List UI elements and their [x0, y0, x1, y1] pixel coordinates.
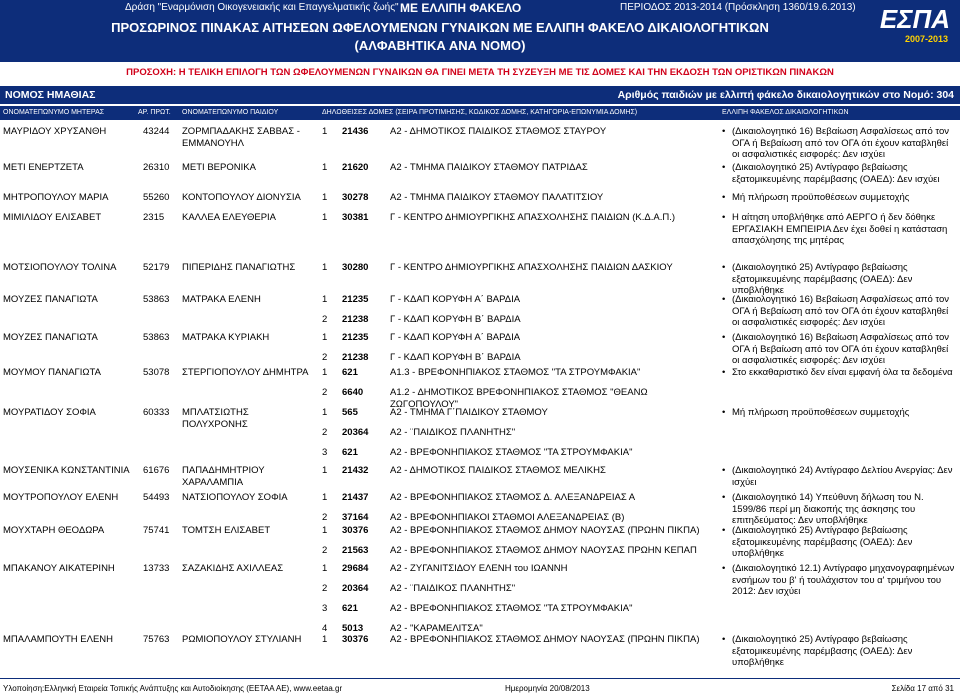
child-name: ΝΑΤΣΙΟΠΟΥΛΟΥ ΣΟΦΙΑ [182, 492, 288, 503]
table-header [0, 106, 960, 120]
structure-code: 621 [342, 367, 358, 378]
bullet-icon: • [722, 262, 726, 273]
child-name: ΣΤΕΡΓΙΟΠΟΥΛΟΥ ΔΗΜΗΤΡΑ [182, 367, 309, 378]
structure-code: 29684 [342, 563, 369, 574]
bullet-icon: • [722, 192, 726, 203]
col-structures: ΔΗΛΩΘΕΙΣΕΣ ΔΟΜΕΣ (ΣΕΙΡΑ ΠΡΟΤΙΜΗΣΗΣ, ΚΩΔΙΚΟΣ ΔΟΜΗΣ, ΚΑΤΗΓΟΡΙΑ-ΕΠΩΝΥΜΙΑ ΔΟΜΗΣ) [322, 109, 638, 116]
col-mother: ΟΝΟΜΑΤΕΠΩΝΥΜΟ ΜΗΤΕΡΑΣ [3, 109, 105, 116]
missing-documents-text: (Δικαιολογητικό 24) Αντίγραφο Δελτίου Ανεργίας: Δεν ισχύει [732, 465, 953, 488]
structure-name: Α2 - ΒΡΕΦΟΝΗΠΙΑΚΟΣ ΣΤΑΘΜΟΣ "ΤΑ ΣΤΡΟΥΜΦΑΚΙΑ" [390, 603, 633, 614]
preference-order: 1 [322, 465, 328, 476]
category-label: ΜΕ ΕΛΛΙΠΗ ΦΑΚΕΛΟ [400, 1, 522, 15]
footer-implementer: Υλοποίηση:Ελληνική Εταιρεία Τοπικής Ανάπτυξης και Αυτοδιοίκησης (ΕΕΤΑΑ ΑΕ), www.eetaa.gr [3, 684, 343, 693]
structure-name: Α2 - ¨ΠΑΙΔΙΚΟΣ ΠΛΑΝΗΤΗΣ" [390, 583, 516, 594]
espa-logo-years: 2007-2013 [904, 34, 948, 44]
missing-documents-text: Η αίτηση υποβλήθηκε από ΑΕΡΓΟ ή δεν δόθηκε ΕΡΓΑΣΙΑΚΗ ΕΜΠΕΙΡΙΑ Δεν έχει δοθεί η κατάσταση απασχόλησης της μητέρας [732, 212, 948, 246]
protocol-number: 43244 [143, 126, 170, 137]
col-protocol: ΑΡ. ΠΡΩΤ. [138, 109, 171, 116]
bullet-icon: • [722, 525, 726, 536]
bullet-icon: • [722, 492, 726, 503]
bullet-icon: • [722, 465, 726, 476]
preference-order: 2 [322, 545, 328, 556]
prefecture-bar [0, 86, 960, 104]
mother-name: ΜΟΥΖΕΣ ΠΑΝΑΓΙΩΤΑ [3, 332, 98, 343]
child-name: ΜΑΤΡΑΚΑ ΚΥΡΙΑΚΗ [182, 332, 270, 343]
structure-name: Α1.3 - ΒΡΕΦΟΝΗΠΙΑΚΟΣ ΣΤΑΘΜΟΣ "ΤΑ ΣΤΡΟΥΜΦΑΚΙΑ" [390, 367, 641, 378]
child-name: ΚΟΝΤΟΠΟΥΛΟΥ ΔΙΟΝΥΣΙΑ [182, 192, 301, 203]
structure-code: 21436 [342, 126, 369, 137]
structure-name: Α2 - ΒΡΕΦΟΝΗΠΙΑΚΟΣ ΣΤΑΘΜΟΣ ΔΗΜΟΥ ΝΑΟΥΣΑΣ (ΠΡΩΗΝ ΠΙΚΠΑ) [390, 634, 700, 645]
bullet-icon: • [722, 212, 726, 223]
preference-order: 3 [322, 447, 328, 458]
bullet-icon: • [722, 332, 726, 343]
missing-documents-text: (Δικαιολογητικό 14) Υπεύθυνη δήλωση του Ν. 1599/86 περί μη διακοπής της άσκησης του επιτηδεύματος: Δεν υποβλήθηκε [732, 492, 924, 526]
missing-documents-text: (Δικαιολογητικό 12.1) Αντίγραφο μηχανογραφημένων ενσήμων του β' ή τουλάχιστον του α' τριμήνου του 2012: Δεν ισχύει [732, 563, 955, 597]
structure-name: Α2 - ΒΡΕΦΟΝΗΠΙΑΚΟΣ ΣΤΑΘΜΟΣ ΔΗΜΟΥ ΝΑΟΥΣΑΣ (ΠΡΩΗΝ ΠΙΚΠΑ) [390, 525, 700, 536]
preference-order: 1 [322, 126, 328, 137]
preference-order: 1 [322, 294, 328, 305]
structure-code: 30381 [342, 212, 369, 223]
preference-order: 2 [322, 512, 328, 523]
structure-name: Α2 - ΒΡΕΦΟΝΗΠΙΑΚΟΣ ΣΤΑΘΜΟΣ "ΤΑ ΣΤΡΟΥΜΦΑΚΙΑ" [390, 447, 633, 458]
child-name: ΤΟΜΤΣΗ ΕΛΙΣΑΒΕΤ [182, 525, 271, 536]
structure-name: Α1.2 - ΔΗΜΟΤΙΚΟΣ ΒΡΕΦΟΝΗΠΙΑΚΟΣ ΣΤΑΘΜΟΣ "ΘΕΑΝΩ ΖΩΓΟΠΟΥΛΟΥ" [390, 387, 648, 410]
col-missing: ΕΛΛΙΠΗ ΦΑΚΕΛΟΣ ΔΙΚΑΙΟΛΟΓΗΤΙΚΩΝ [722, 109, 849, 116]
structure-code: 5013 [342, 623, 364, 634]
structure-name: Γ - ΚΔΑΠ ΚΟΡΥΦΗ Α΄ ΒΑΡΔΙΑ [390, 294, 521, 305]
mother-name: ΜΕΤΙ ΕΝΕΡΤΖΕΤΑ [3, 162, 84, 173]
structure-code: 21620 [342, 162, 369, 173]
col-child: ΟΝΟΜΑΤΕΠΩΝΥΜΟ ΠΑΙΔΙΟΥ [182, 109, 279, 116]
bullet-icon: • [722, 563, 726, 574]
protocol-number: 13733 [143, 563, 170, 574]
structure-name: Γ - ΚΔΑΠ ΚΟΡΥΦΗ Β΄ ΒΑΡΔΙΑ [390, 352, 521, 363]
period-label: ΠΕΡΙΟΔΟΣ 2013-2014 (Πρόσκληση 1360/19.6.2013) [620, 2, 856, 13]
missing-documents-text: (Δικαιολογητικό 16) Βεβαίωση Ασφαλίσεως από τον ΟΓΑ ή Βεβαίωση από τον ΟΓΑ ότι έχουν καταβληθεί οι ασφαλιστικές εισφορές: Δεν ισχύει [732, 126, 950, 160]
bullet-icon: • [722, 126, 726, 137]
notice-warning: ΠΡΟΣΟΧΗ: Η ΤΕΛΙΚΗ ΕΠΙΛΟΓΗ ΤΩΝ ΩΦΕΛΟΥΜΕΝΩΝ ΓΥΝΑΙΚΩΝ ΘΑ ΓΙΝΕΙ ΜΕΤΑ ΤΗ ΣΥΖΕΥΞΗ ΜΕ ΤΙΣ ΔΟΜΕΣ ΚΑΙ ΤΗΝ ΕΚΔΟΣΗ ΤΩΝ ΟΡΙΣΤΙΚΩΝ ΠΙΝΑΚΩΝ [126, 67, 834, 78]
child-name: ΣΑΖΑΚΙΔΗΣ ΑΧΙΛΛΕΑΣ [182, 563, 284, 574]
structure-code: 621 [342, 447, 358, 458]
structure-name: Α2 - "ΚΑΡΑΜΕΛΙΤΣΑ" [390, 623, 483, 634]
preference-order: 1 [322, 563, 328, 574]
mother-name: ΜΟΥΧΤΑΡΗ ΘΕΟΔΩΡΑ [3, 525, 105, 536]
missing-documents-text: (Δικαιολογητικό 25) Αντίγραφο βεβαίωσης εξατομικευμένης παρέμβασης (ΟΑΕΔ): Δεν ισχύει [732, 162, 940, 185]
table-body [0, 124, 960, 668]
footer-page: Σελίδα 17 από 31 [891, 684, 954, 693]
preference-order: 1 [322, 212, 328, 223]
preference-order: 1 [322, 407, 328, 418]
preference-order: 2 [322, 427, 328, 438]
protocol-number: 60333 [143, 407, 170, 418]
missing-documents-text: (Δικαιολογητικό 25) Αντίγραφο βεβαίωσης εξατομικευμένης παρέμβασης (ΟΑΕΔ): Δεν υποβλήθηκε [732, 262, 913, 296]
protocol-number: 53863 [143, 332, 170, 343]
mother-name: ΜΗΤΡΟΠΟΥΛΟΥ ΜΑΡΙΑ [3, 192, 109, 203]
mother-name: ΜΠΑΛΑΜΠΟΥΤΗ ΕΛΕΝΗ [3, 634, 114, 645]
structure-code: 6640 [342, 387, 364, 398]
protocol-number: 75763 [143, 634, 170, 645]
preference-order: 1 [322, 162, 328, 173]
structure-code: 565 [342, 407, 358, 418]
preference-order: 1 [322, 525, 328, 536]
structure-name: Α2 - ¨ΠΑΙΔΙΚΟΣ ΠΛΑΝΗΤΗΣ" [390, 427, 516, 438]
mother-name: ΜΟΥΣΕΝΙΚΑ ΚΩΝΣΤΑΝΤΙΝΙΑ [3, 465, 130, 476]
bullet-icon: • [722, 367, 726, 378]
child-name: ΜΕΤΙ ΒΕΡΟΝΙΚΑ [182, 162, 256, 173]
espa-logo: ΕΣΠΑ [879, 4, 950, 34]
structure-code: 21238 [342, 352, 369, 363]
preference-order: 1 [322, 367, 328, 378]
structure-code: 21238 [342, 314, 369, 325]
child-name: ΜΠΛΑΤΣΙΩΤΗΣ ΠΟΛΥΧΡΟΝΗΣ [182, 407, 249, 430]
bullet-icon: • [722, 407, 726, 418]
structure-code: 20364 [342, 427, 369, 438]
mother-name: ΜΟΥΜΟΥ ΠΑΝΑΓΙΩΤΑ [3, 367, 101, 378]
protocol-number: 2315 [143, 212, 165, 223]
protocol-number: 54493 [143, 492, 170, 503]
missing-documents-text: (Δικαιολογητικό 16) Βεβαίωση Ασφαλίσεως από τον ΟΓΑ ή Βεβαίωση από τον ΟΓΑ ότι έχουν καταβληθεί οι ασφαλιστικές εισφορές: Δεν ισχύει [732, 294, 950, 328]
missing-documents-text: (Δικαιολογητικό 25) Αντίγραφο βεβαίωσης εξατομικευμένης παρέμβασης (ΟΑΕΔ): Δεν υποβλήθηκε [732, 634, 913, 668]
preference-order: 2 [322, 387, 328, 398]
preference-order: 1 [322, 332, 328, 343]
protocol-number: 55260 [143, 192, 170, 203]
missing-documents-text: Στο εκκαθαριστικό δεν είναι εμφανή όλα τα δεδομένα [732, 367, 953, 378]
page-footer [0, 678, 960, 696]
mother-name: ΜΟΥΖΕΣ ΠΑΝΑΓΙΩΤΑ [3, 294, 98, 305]
mother-name: ΜΟΥΡΑΤΙΔΟΥ ΣΟΦΙΑ [3, 407, 96, 418]
structure-code: 30278 [342, 192, 369, 203]
mother-name: ΜΟΤΣΙΟΠΟΥΛΟΥ ΤΟΛΙΝΑ [3, 262, 117, 273]
mother-name: ΜΟΥΤΡΟΠΟΥΛΟΥ ΕΛΕΝΗ [3, 492, 119, 503]
structure-name: Α2 - ΤΜΗΜΑ ΠΑΙΔΙΚΟΥ ΣΤΑΘΜΟΥ ΠΑΛΑΤΙΤΣΙΟΥ [390, 192, 604, 203]
preference-order: 1 [322, 262, 328, 273]
page-title: ΠΡΟΣΩΡΙΝΟΣ ΠΙΝΑΚΑΣ ΑΙΤΗΣΕΩΝ ΩΦΕΛΟΥΜΕΝΩΝ ΓΥΝΑΙΚΩΝ ΜΕ ΕΛΛΙΠΗ ΦΑΚΕΛΟ ΔΙΚΑΙΟΛΟΓΗΤΙΚΩΝ [111, 20, 769, 35]
bullet-icon: • [722, 162, 726, 173]
missing-documents-text: Μή πλήρωση προϋποθέσεων συμμετοχής [732, 192, 910, 203]
child-name: ΡΩΜΙΟΠΟΥΛΟΥ ΣΤΥΛΙΑΝΗ [182, 634, 302, 645]
bullet-icon: • [722, 294, 726, 305]
preference-order: 1 [322, 634, 328, 645]
mother-name: ΜΑΥΡΙΔΟΥ ΧΡΥΣΑΝΘΗ [3, 126, 107, 137]
structure-name: Α2 - ΤΜΗΜΑ ΠΑΙΔΙΚΟΥ ΣΤΑΘΜΟΥ ΠΑΤΡΙΔΑΣ [390, 162, 588, 173]
child-name: ΖΟΡΜΠΑΔΑΚΗΣ ΣΑΒΒΑΣ - ΕΜΜΑΝΟΥΗΛ [182, 126, 300, 149]
structure-name: Α2 - ΒΡΕΦΟΝΗΠΙΑΚΟΣ ΣΤΑΘΜΟΣ ΔΗΜΟΥ ΝΑΟΥΣΑΣ ΠΡΩΗΝ ΚΕΠΑΠ [390, 545, 697, 556]
structure-code: 21437 [342, 492, 369, 503]
structure-code: 21563 [342, 545, 369, 556]
missing-documents-text: (Δικαιολογητικό 25) Αντίγραφο βεβαίωσης εξατομικευμένης παρέμβασης (ΟΑΕΔ): Δεν υποβλήθηκε [732, 525, 913, 559]
missing-documents-text: Μή πλήρωση προϋποθέσεων συμμετοχής [732, 407, 910, 418]
bullet-icon: • [722, 634, 726, 645]
structure-code: 30376 [342, 634, 369, 645]
structure-name: Α2 - ΔΗΜΟΤΙΚΟΣ ΠΑΙΔΙΚΟΣ ΣΤΑΘΜΟΣ ΜΕΛΙΚΗΣ [390, 465, 606, 476]
structure-name: Γ - ΚΕΝΤΡΟ ΔΗΜΙΟΥΡΓΙΚΗΣ ΑΠΑΣΧΟΛΗΣΗΣ ΠΑΙΔΙΩΝ ΔΑΣΚΙΟΥ [390, 262, 673, 273]
child-name: ΜΑΤΡΑΚΑ ΕΛΕΝΗ [182, 294, 261, 305]
page-header [0, 0, 960, 62]
structure-code: 21235 [342, 294, 369, 305]
structure-name: Α2 - ΖΥΓΑΝΙΤΣΙΔΟΥ ΕΛΕΝΗ του ΙΩΑΝΝΗ [390, 563, 568, 574]
structure-code: 21432 [342, 465, 369, 476]
structure-code: 30376 [342, 525, 369, 536]
structure-name: Γ - ΚΔΑΠ ΚΟΡΥΦΗ Α΄ ΒΑΡΔΙΑ [390, 332, 521, 343]
child-name: ΠΙΠΕΡΙΔΗΣ ΠΑΝΑΓΙΩΤΗΣ [182, 262, 296, 273]
protocol-number: 53863 [143, 294, 170, 305]
protocol-number: 26310 [143, 162, 170, 173]
preference-order: 3 [322, 603, 328, 614]
structure-name: Γ - ΚΕΝΤΡΟ ΔΗΜΙΟΥΡΓΙΚΗΣ ΑΠΑΣΧΟΛΗΣΗΣ ΠΑΙΔΙΩΝ (Κ.Δ.Α.Π.) [390, 212, 676, 223]
mother-name: ΜΠΑΚΑΝΟΥ ΑΙΚΑΤΕΡΙΝΗ [3, 563, 115, 574]
children-count: Αριθμός παιδιών με ελλιπή φάκελο δικαιολογητικών στο Νομό: 304 [617, 89, 954, 101]
structure-name: Α2 - ΒΡΕΦΟΝΗΠΙΑΚΟΣ ΣΤΑΘΜΟΣ Δ. ΑΛΕΞΑΝΔΡΕΙΑΣ Α [390, 492, 636, 503]
preference-order: 1 [322, 492, 328, 503]
structure-code: 21235 [342, 332, 369, 343]
structure-code: 20364 [342, 583, 369, 594]
mother-name: ΜΙΜΙΛΙΔΟΥ ΕΛΙΣΑΒΕΤ [3, 212, 102, 223]
structure-name: Γ - ΚΔΑΠ ΚΟΡΥΦΗ Β΄ ΒΑΡΔΙΑ [390, 314, 521, 325]
child-name: ΠΑΠΑΔΗΜΗΤΡΙΟΥ ΧΑΡΑΛΑΜΠΙΑ [182, 465, 265, 488]
protocol-number: 75741 [143, 525, 170, 536]
page-subtitle: (ΑΛΦΑΒΗΤΙΚΑ ΑΝΑ ΝΟΜΟ) [354, 38, 526, 53]
structure-code: 37164 [342, 512, 369, 523]
structure-name: Α2 - ΒΡΕΦΟΝΗΠΙΑΚΟΙ ΣΤΑΘΜΟΙ ΑΛΕΞΑΝΔΡΕΙΑΣ (Β) [390, 512, 625, 523]
structure-name: Α2 - ΤΜΗΜΑ Γ΄ΠΑΙΔΙΚΟΥ ΣΤΑΘΜΟΥ [390, 407, 548, 418]
structure-code: 621 [342, 603, 358, 614]
missing-documents-text: (Δικαιολογητικό 16) Βεβαίωση Ασφαλίσεως από τον ΟΓΑ ή Βεβαίωση από τον ΟΓΑ ότι έχουν καταβληθεί οι ασφαλιστικές εισφορές: Δεν ισχύει [732, 332, 950, 366]
protocol-number: 53078 [143, 367, 170, 378]
structure-code: 30280 [342, 262, 369, 273]
prefecture-name: ΝΟΜΟΣ ΗΜΑΘΙΑΣ [5, 89, 96, 101]
protocol-number: 52179 [143, 262, 170, 273]
preference-order: 2 [322, 352, 328, 363]
preference-order: 2 [322, 314, 328, 325]
structure-name: Α2 - ΔΗΜΟΤΙΚΟΣ ΠΑΙΔΙΚΟΣ ΣΤΑΘΜΟΣ ΣΤΑΥΡΟΥ [390, 126, 607, 137]
preference-order: 1 [322, 192, 328, 203]
preference-order: 2 [322, 583, 328, 594]
footer-date: Ημερομηνία 20/08/2013 [505, 684, 590, 693]
protocol-number: 61676 [143, 465, 170, 476]
child-name: ΚΑΛΛΕΑ ΕΛΕΥΘΕΡΙΑ [182, 212, 277, 223]
program-name: Δράση "Εναρμόνιση Οικογενειακής και Επαγγελματικής ζωής" [125, 2, 399, 13]
preference-order: 4 [322, 623, 328, 634]
